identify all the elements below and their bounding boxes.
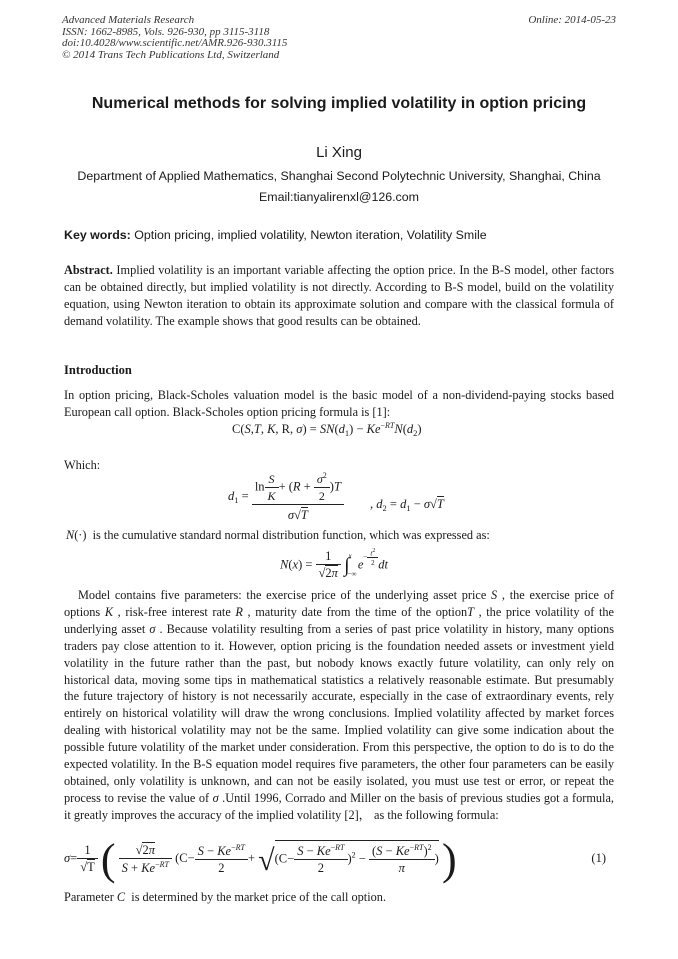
paper-title: Numerical methods for solving implied volatility in option pricing [91, 95, 587, 112]
black-scholes-formula: C(S,T, K, R, $\sigma) = SN(d_1) - Ke^{-RT}N(d_2)$ [232, 421, 422, 438]
d1-formula: $d_1$ = ln $\frac{S}{K}$ + (R + $\frac{\sigma^2}{2}$ )T σ√T [228, 471, 344, 523]
affiliation: Department of Applied Mathematics, Shanghai Second Polytechnic University, Shanghai, China [77, 169, 601, 183]
abstract [64, 262, 614, 330]
keywords-label: Key words: [64, 228, 131, 242]
intro-paragraph-1: In option pricing, Black-Scholes valuation model is the basic model of a non-dividend-paying stocks based European call option. Black-Scholes option pricing formula is [1]: [64, 388, 614, 419]
doi-line: doi:10.4028/www.scientific.net/AMR.926-930.3115 [62, 37, 288, 50]
abstract-text: Implied volatility is an important variable affecting the option price. In the B-S model, other factors can be obtained directly, but implied volatility is not directly. According to B-S model, build on the volatility equation, using Newton iteration to obtain its approximate solution and compare with the classical formula of demand volatility. The example shows that good results can be obtained. [64, 263, 614, 328]
which-label: Which: [64, 458, 101, 472]
author-email: Email:tianyalirenxl@126.com [259, 190, 419, 204]
cdf-text: is the cumulative standard normal distribution function, which was expressed as: [92, 528, 490, 542]
keywords [64, 228, 487, 242]
journal-name: Advanced Materials Research [62, 14, 195, 26]
d2-formula: , $d_2 = d_1 - \sigma√T$ [370, 497, 444, 513]
issn-line: ISSN: 1662-8985, Vols. 926-930, pp 3115-3118 [62, 25, 270, 38]
keywords-text: Option pricing, implied volatility, Newton iteration, Volatility Smile [134, 228, 487, 242]
corrado-miller-formula: σ= $\frac{1}{√T}$ ( $\frac{√2\pi}{S + Ke^{-RT}}$ (C− $\frac{S - Ke^{-RT}}{2}$ + √(C− $\frac{S - Ke^{-RT}}{2}$ )$^2$ − $\frac{(S - Ke^{-RT})^2}{\pi}$ ) ) [64, 835, 457, 884]
parameter-sentence: Parameter C is determined by the market price of the call option. [64, 890, 387, 904]
author-name: Li Xing [316, 144, 362, 161]
journal-header [62, 15, 616, 61]
introduction-heading: Introduction [64, 363, 132, 377]
copyright-line: © 2014 Trans Tech Publications Ltd, Switzerland [62, 48, 280, 61]
cdf-sentence: N(·) is the cumulative standard normal distribution function, which was expressed as: [66, 528, 490, 542]
abstract-label: Abstract. [64, 263, 113, 277]
normal-cdf-formula: N(x) = $\frac{1}{√2\pi}$ $\int_{-\infty}^x$ $e^{- \frac{t^2}{2}}$ dt [280, 548, 388, 581]
intro-paragraph-2: Model contains five parameters: the exercise price of the underlying asset price S , the exercise price of options K , risk-free interest rate R , maturity date from the time of the optionT , the price volatility of the underlying asset σ . Because volatility resulting from a series of past price volatility in history, many options traders pay close attention to it. However, option pricing is the foundation needed assets or investment yield volatility in the future rather than the past, but nobody knows exactly future volatility, can only rely on historical data, moving some tips in mathematical statistics a relatively reasonable estimate. But presumably the future trajectory of history is not necessarily accurate, especially in the case of extraordinary events, rely entirely on historical volatility will draw the wrong conclusions. Implied volatility affected by market forces dealing with historical volatility may not be the same. Implied volatility can give some indication about the possible future volatility of the market under consideration. From this perspective, the option to do is to do the expected volatility. In the B-S equation model requires five parameters, the other four parameters can be easily obtained, only volatility is unknown, and can not be easily isolated, you must use test or error, or repeat the process to revise the value of σ .Until 1996, Corrado and Miller on the basis of previous studies got a formula, it greatly improves the accuracy of the implied volatility [2]， as the following formula: [64, 588, 614, 822]
equation-number: (1) [591, 851, 606, 865]
online-date: Online: 2014-05-23 [528, 14, 616, 26]
